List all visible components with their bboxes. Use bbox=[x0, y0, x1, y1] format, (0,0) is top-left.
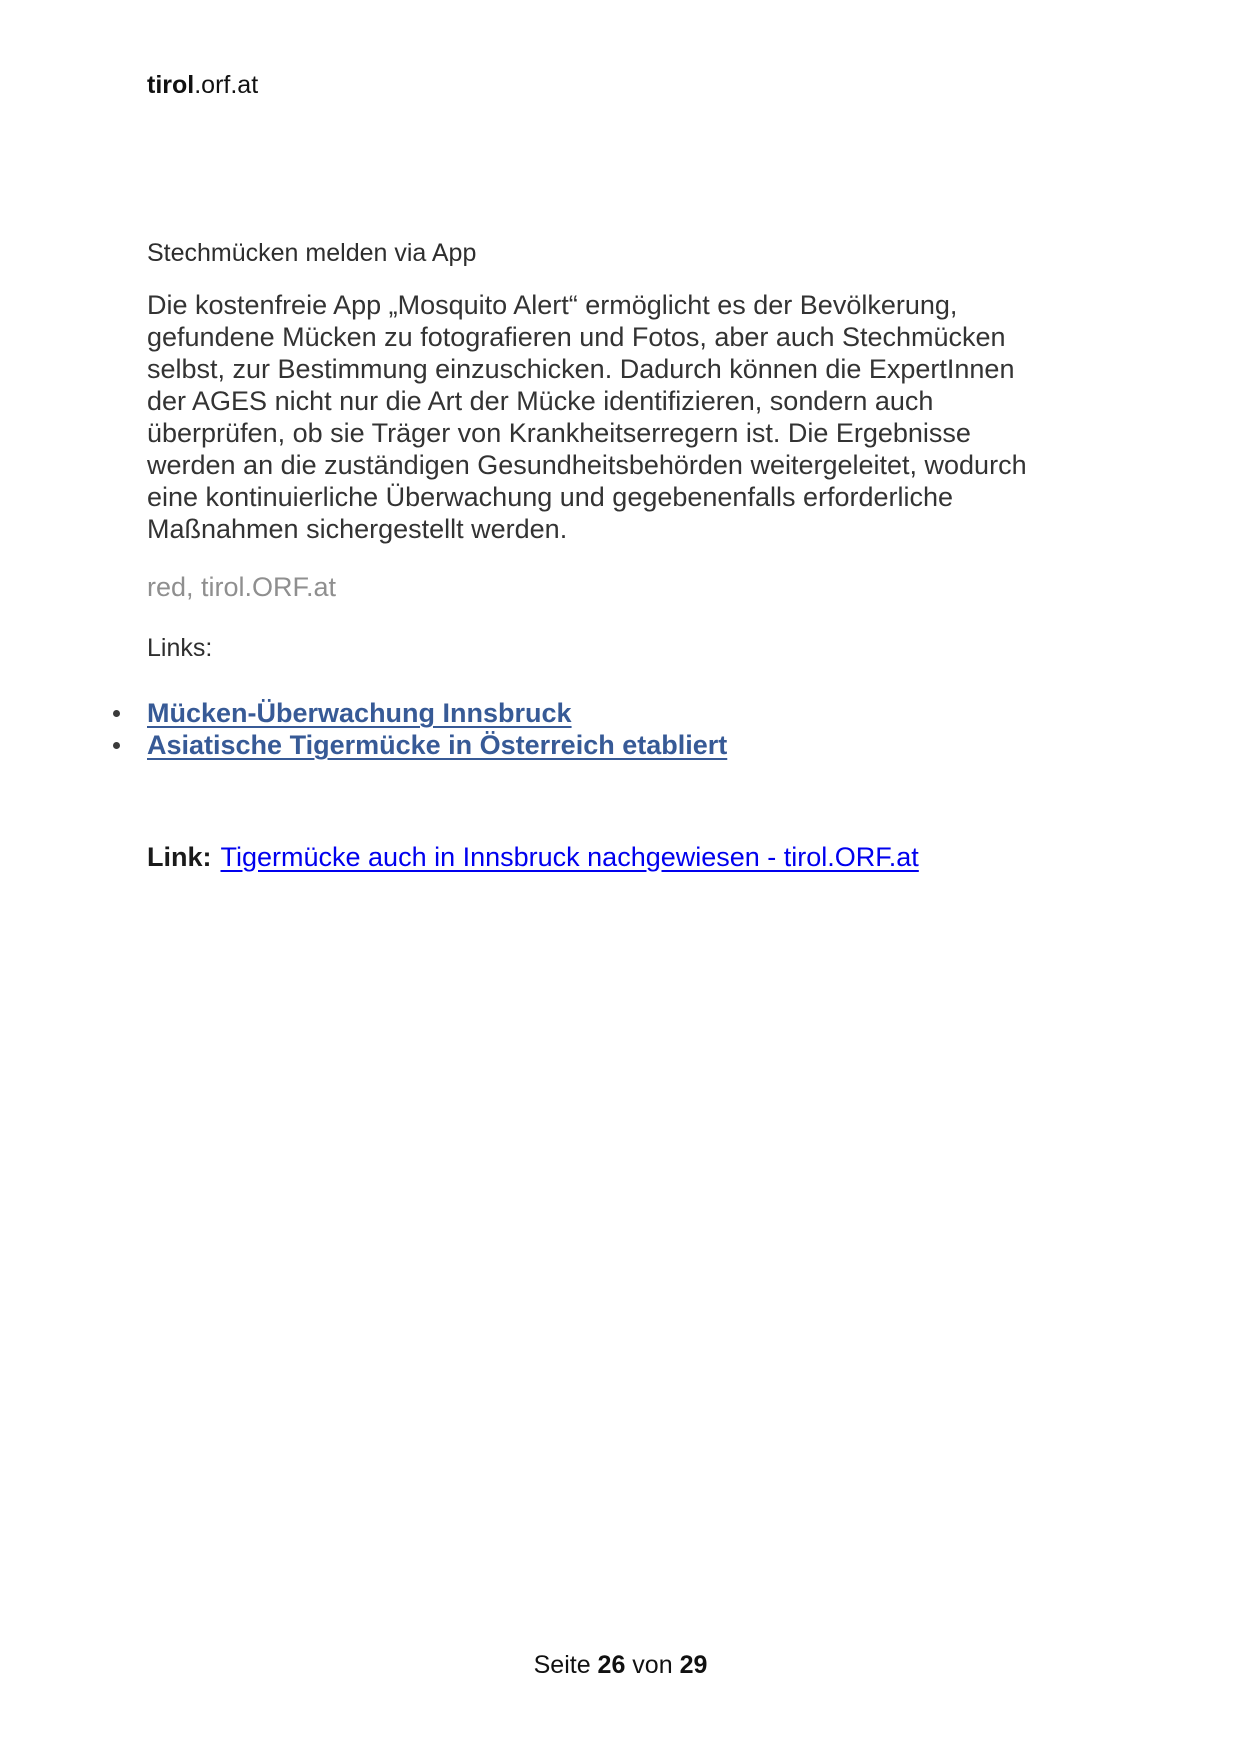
article-kicker: Stechmücken melden via App bbox=[147, 239, 477, 267]
article-byline: red, tirol.ORF.at bbox=[147, 572, 337, 602]
article-body-line: werden an die zuständigen Gesundheitsbehörden weitergeleitet, wodurch bbox=[147, 450, 1027, 480]
article-body bbox=[147, 289, 1027, 545]
source-link[interactable]: Tigermücke auch in Innsbruck nachgewiesen - tirol.ORF.at bbox=[220, 842, 919, 872]
article-body-line: Maßnahmen sichergestellt werden. bbox=[147, 514, 568, 544]
bullet-icon bbox=[113, 710, 120, 717]
article-body-line: gefundene Mücken zu fotografieren und Fotos, aber auch Stechmücken bbox=[147, 322, 1006, 352]
site-brand-bold: tirol bbox=[147, 71, 195, 99]
footer-connector: von bbox=[625, 1651, 680, 1679]
source-link-row bbox=[147, 841, 919, 873]
article-body-line: der AGES nicht nur die Art der Mücke identifizieren, sondern auch bbox=[147, 386, 934, 416]
article-body-line: eine kontinuierliche Überwachung und gegebenenfalls erforderliche bbox=[147, 482, 954, 512]
bullet-icon bbox=[113, 742, 120, 749]
article-body-line: Die kostenfreie App „Mosquito Alert“ ermöglicht es der Bevölkerung, bbox=[147, 290, 958, 320]
list-item bbox=[0, 697, 727, 729]
site-header bbox=[147, 70, 258, 100]
links-section-label: Links: bbox=[147, 634, 213, 662]
footer-page-number: 26 bbox=[597, 1651, 626, 1679]
related-links-list bbox=[0, 697, 727, 761]
article-body-line: selbst, zur Bestimmung einzuschicken. Dadurch können die ExpertInnen bbox=[147, 354, 1015, 384]
source-link-label: Link: bbox=[147, 842, 212, 872]
list-item bbox=[0, 729, 727, 761]
site-brand-rest: .orf.at bbox=[194, 71, 259, 99]
related-link-tigermuecke-etabliert[interactable]: Asiatische Tigermücke in Österreich etabliert bbox=[147, 730, 728, 760]
footer-total-pages: 29 bbox=[679, 1651, 708, 1679]
page-footer bbox=[0, 1650, 1241, 1680]
article-body-line: überprüfen, ob sie Träger von Krankheitserregern ist. Die Ergebnisse bbox=[147, 418, 971, 448]
footer-prefix: Seite bbox=[533, 1651, 598, 1679]
related-link-muecken-ueberwachung[interactable]: Mücken-Überwachung Innsbruck bbox=[147, 698, 572, 728]
